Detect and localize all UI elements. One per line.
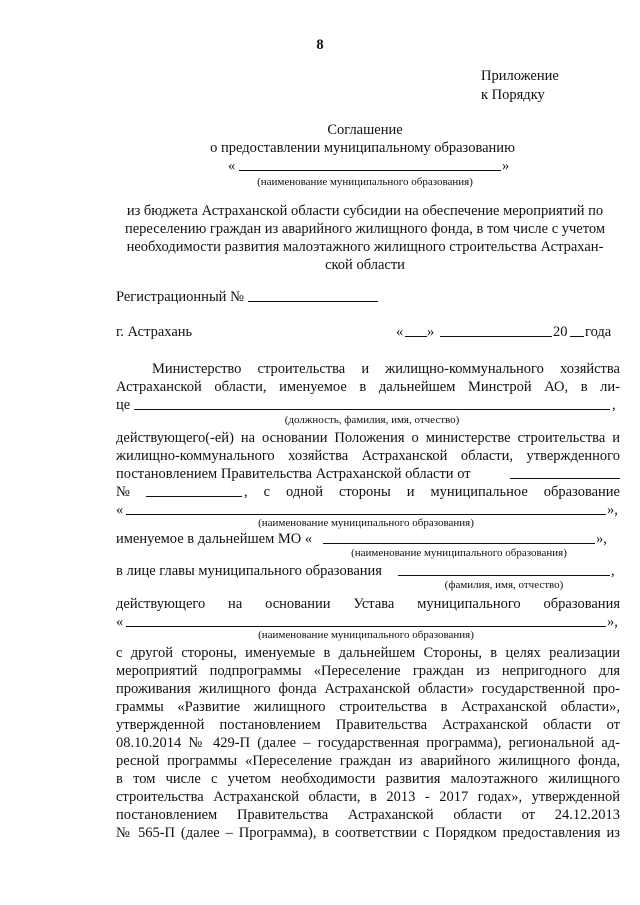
position-blank xyxy=(134,409,610,410)
caption-position: (должность, фамилия, имя, отчество) xyxy=(284,414,460,426)
final-line-8: в том числе с учетом необходимости развития малоэтажного жилищного xyxy=(116,771,620,787)
charter-line: действующего на основании Устава муниципального образования xyxy=(116,596,620,612)
p1-line3-end: , xyxy=(612,397,616,413)
final-line-4: граммы «Развитие жилищного строительства в Астраханской области», xyxy=(116,699,620,715)
final-line-3: проживания жилищного фонда Астраханской области» государственной про- xyxy=(116,681,620,697)
subject-line4: ской области xyxy=(325,257,405,273)
charter-open: « xyxy=(116,614,124,630)
final-line-1: с другой стороны, именуемые в дальнейшем Стороны, в целях реализации xyxy=(116,645,620,661)
regulation-number-blank xyxy=(146,496,242,497)
mo-line: именуемое в дальнейшем МО « xyxy=(116,531,313,547)
date-quote-open: « xyxy=(396,324,404,340)
city: г. Астрахань xyxy=(116,324,193,340)
caption-head: (фамилия, имя, отчество) xyxy=(444,579,564,591)
title-line2: о предоставлении муниципальному образованию xyxy=(210,140,515,156)
regulation-date-blank xyxy=(510,478,620,479)
p2-line2: жилищно-коммунального хозяйства Астраханской области, утвержденного xyxy=(116,448,620,464)
date-month-blank xyxy=(440,336,552,337)
final-line-2: мероприятий подпрограммы «Переселение граждан из непригодного для xyxy=(116,663,620,679)
title-quote-open: « xyxy=(228,158,236,174)
registration-blank xyxy=(248,301,378,302)
registration-label: Регистрационный № xyxy=(116,289,244,305)
subject-line2: переселению граждан из аварийного жилищного фонда, в том числе с учетом xyxy=(124,221,606,237)
p1-line2: Астраханской области, именуемое в дальнейшем Минстрой АО, в ли- xyxy=(116,379,620,395)
title-caption: (наименование муниципального образования) xyxy=(257,176,473,188)
p1-line3-start: це xyxy=(116,397,131,413)
p2-line3: постановлением Правительства Астраханской области от xyxy=(116,466,471,482)
head-end: , xyxy=(611,563,615,579)
date-quote-close: » xyxy=(427,324,435,340)
subject-line1: из бюджета Астраханской области субсидии на обеспечение мероприятий по xyxy=(126,203,604,219)
date-year-blank xyxy=(570,336,584,337)
final-line-10: постановлением Правительства Астраханской области от 24.12.2013 xyxy=(116,807,620,823)
mo-name-blank-3 xyxy=(126,626,606,627)
appendix-line1: Приложение xyxy=(481,68,559,84)
final-line-7: ресной программы «Переселение граждан из аварийного жилищного фонда, xyxy=(116,753,620,769)
title-line1: Соглашение xyxy=(327,122,403,138)
title-quote-close: » xyxy=(502,158,510,174)
page-number: 8 xyxy=(316,37,324,53)
caption-mo-1: (наименование муниципального образования) xyxy=(258,517,474,529)
mo-name-blank-1 xyxy=(126,514,606,515)
p2-line1: действующего(-ей) на основании Положения о министерстве строительства и xyxy=(116,430,620,446)
caption-mo-3: (наименование муниципального образования) xyxy=(258,629,474,641)
p1-line1: Министерство строительства и жилищно-коммунального хозяйства xyxy=(152,361,620,377)
date-day-blank xyxy=(405,336,427,337)
p2-line5-close: », xyxy=(607,502,618,518)
p2-line4-no: № xyxy=(116,484,130,500)
caption-mo-2: (наименование муниципального образования) xyxy=(351,547,567,559)
appendix-line2: к Порядку xyxy=(481,87,545,103)
final-line-11: № 565-П (далее – Программа), в соответствии с Порядком предоставления из xyxy=(116,825,620,841)
p2-line4-rest: , с одной стороны и муниципальное образование xyxy=(244,484,620,500)
title-mo-blank xyxy=(239,170,501,171)
final-line-5: утвержденной постановлением Правительства Астраханской области от xyxy=(116,717,620,733)
mo-close: », xyxy=(596,531,607,547)
mo-name-blank-2 xyxy=(323,543,595,544)
subject-line3: необходимости развития малоэтажного жилищного строительства Астрахан- xyxy=(126,239,604,255)
date-year-prefix: 20 xyxy=(553,324,568,340)
head-line: в лице главы муниципального образования xyxy=(116,563,382,579)
charter-close: », xyxy=(607,614,618,630)
final-line-6: 08.10.2014 № 429-П (далее – государственная программа), региональной ад- xyxy=(116,735,620,751)
p2-line5-open: « xyxy=(116,502,124,518)
final-line-9: строительства Астраханской области, в 2013 - 2017 годах», утвержденной xyxy=(116,789,620,805)
date-year-suffix: года xyxy=(585,324,612,340)
head-name-blank xyxy=(398,575,610,576)
